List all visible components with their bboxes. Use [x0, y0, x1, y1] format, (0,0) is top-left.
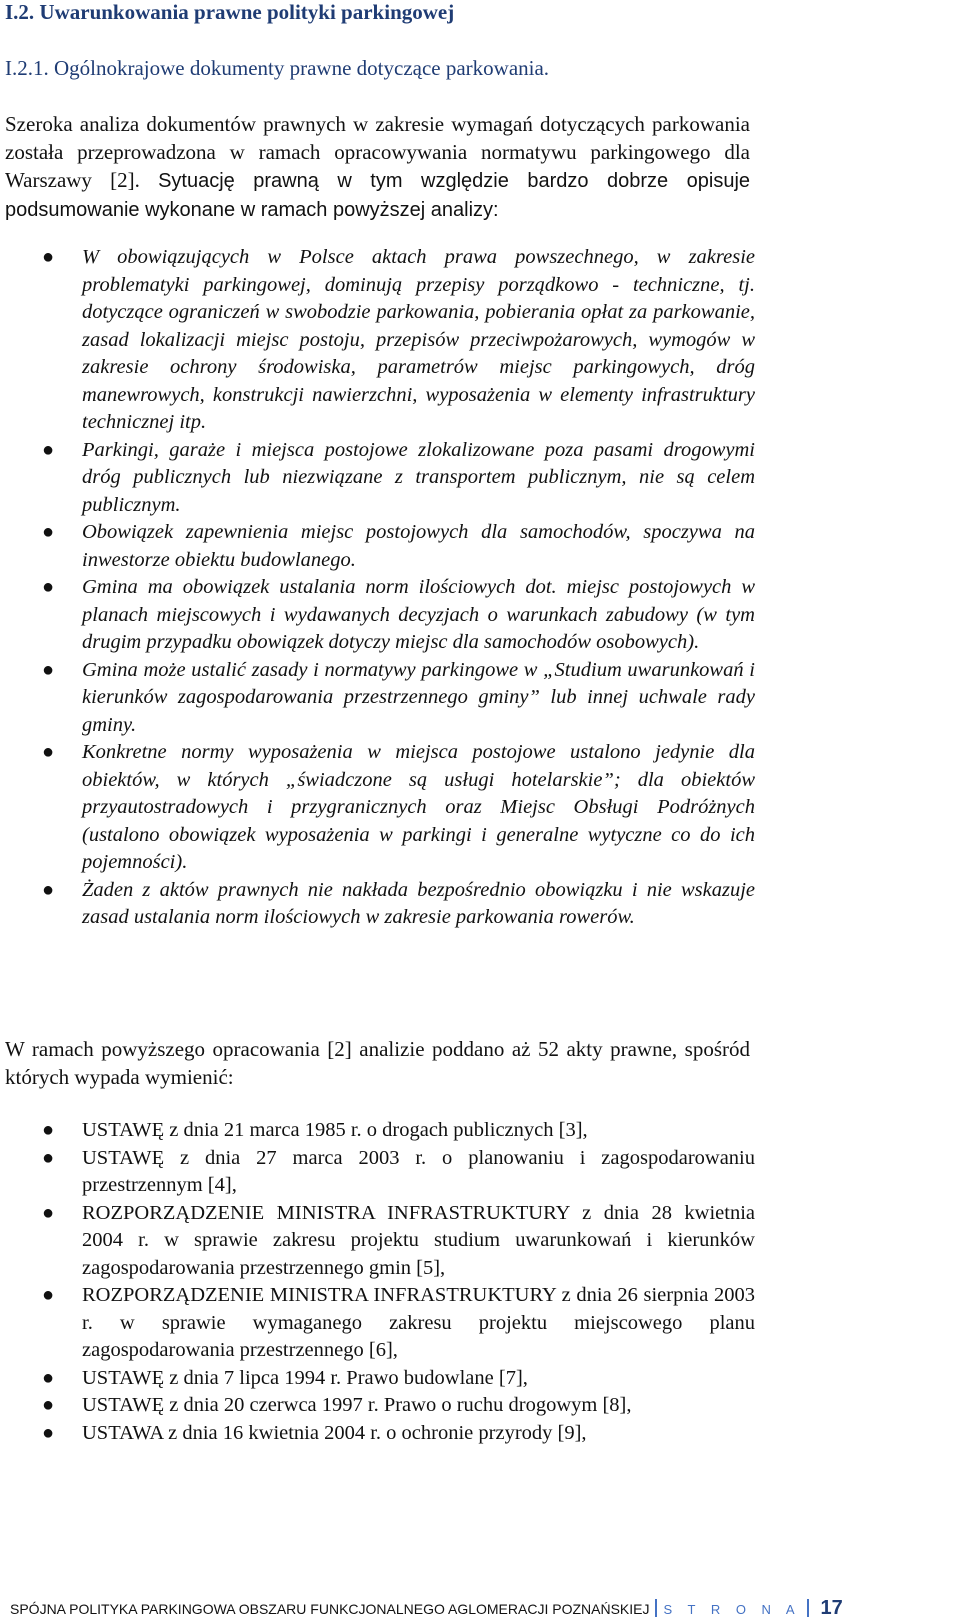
subsection-title: I.2.1. Ogólnokrajowe dokumenty prawne dotyczące parkowania. — [5, 56, 550, 80]
bullet-icon: ● — [42, 1119, 55, 1141]
footer-title: SPÓJNA POLITYKA PARKINGOWA OBSZARU FUNKCJONALNEGO AGLOMERACJI POZNAŃSKIEJ — [10, 1601, 650, 1617]
bullet-icon: ● — [42, 1284, 55, 1306]
bullet-icon: ● — [42, 741, 55, 763]
list-item: ● USTAWĘ z dnia 27 marca 2003 r. o planowaniu i zagospodarowaniu przestrzennym [4], — [42, 1146, 755, 1196]
bullet-icon: ● — [42, 576, 55, 598]
list-item: ● Parkingi, garaże i miejsca postojowe zlokalizowane poza pasami drogowymi dróg publicznych lub niezwiązane z transportem publicznym, nie są celem publicznym. — [42, 438, 755, 516]
legal-acts-list — [5, 1117, 755, 1447]
intro-text-part1: Szeroka analiza dokumentów prawnych w zakresie wymagań dotyczących parkowania została przeprowadzona w ramach opracowywania normatywu parkingowego dla Warszawy [2]. — [5, 112, 750, 192]
list-item: ● Obowiązek zapewnienia miejsc postojowych dla samochodów, spoczywa na inwestorze obiektu budowlanego. — [42, 521, 755, 571]
page-footer — [10, 1597, 960, 1619]
analysis-summary-list — [5, 244, 755, 932]
acts-intro-paragraph: W ramach powyższego opracowania [2] analizie poddano aż 52 akty prawne, spośród których wypada wymienić: — [5, 1037, 750, 1089]
intro-paragraph — [5, 110, 750, 224]
list-item: ● USTAWA z dnia 16 kwietnia 2004 r. o ochronie przyrody [9], — [5, 1420, 755, 1448]
list-item: ● ROZPORZĄDZENIE MINISTRA INFRASTRUKTURY z dnia 26 sierpnia 2003 r. w sprawie wymaganego zakresu projektu miejscowego planu zagospodarowania przestrzennego [6], — [42, 1284, 755, 1361]
footer-separator — [807, 1599, 809, 1617]
bullet-icon: ● — [42, 878, 55, 901]
bullet-icon: ● — [42, 1394, 55, 1416]
footer-page-word: S T R O N A — [663, 1602, 801, 1617]
section-title: I.2. Uwarunkowania prawne polityki parkingowej — [5, 0, 455, 24]
list-item: ● Gmina ma obowiązek ustalania norm ilościowych dot. miejsc postojowych w planach miejscowych i wydawanych decyzjach o warunkach zabudowy (w tym drugim przypadku obowiązek dotyczy miejsc dla samochodów osobowych). — [42, 576, 755, 653]
bullet-icon: ● — [42, 246, 55, 268]
bullet-icon: ● — [42, 1421, 55, 1444]
list-item: ● Gmina może ustalić zasady i normatywy parkingowe w „Studium uwarunkowań i kierunków zagospodarowania przestrzennego gminy” lub innej uchwale rady gminy. — [42, 658, 755, 736]
bullet-icon: ● — [42, 438, 55, 461]
page-number: 17 — [820, 1597, 843, 1619]
list-item: ● ROZPORZĄDZENIE MINISTRA INFRASTRUKTURY z dnia 28 kwietnia 2004 r. w sprawie zakresu projektu studium uwarunkowań i kierunków zagospodarowania przestrzennego gmin [5], — [42, 1201, 755, 1279]
intro-text-part2: Sytuację prawną w tym względzie bardzo dobrze opisuje podsumowanie wykonane w ramach powyższej analizy: — [5, 170, 751, 221]
bullet-icon: ● — [42, 658, 55, 681]
bullet-icon: ● — [42, 1201, 55, 1224]
footer-separator — [655, 1599, 657, 1617]
list-item: ● USTAWĘ z dnia 20 czerwca 1997 r. Prawo o ruchu drogowym [8], — [5, 1392, 755, 1420]
list-item: ● USTAWĘ z dnia 7 lipca 1994 r. Prawo budowlane [7], — [5, 1365, 755, 1393]
bullet-icon: ● — [42, 1146, 55, 1169]
bullet-icon: ● — [42, 1366, 55, 1389]
list-item: ● Żaden z aktów prawnych nie nakłada bezpośrednio obowiązku i nie wskazuje zasad ustalania norm ilościowych w zakresie parkowania rowerów. — [42, 878, 755, 928]
bullet-icon: ● — [42, 521, 55, 543]
list-item: ● W obowiązujących w Polsce aktach prawa powszechnego, w zakresie problematyki parkingowej, dominują przepisy porządkowo - techniczne, tj. dotyczące ograniczeń w swobodzie parkowania, pobierania opłat za parkowanie, zasad lokalizacji miejsc postoju, przepisów przeciwpożarowych, wymogów w zakresie ochrony środowiska, parametrów miejsc parkingowych, dróg manewrowych, konstrukcji nawierzchni, wyposażenia w elementy infrastruktury technicznej itp. — [42, 246, 755, 433]
list-item: ● Konkretne normy wyposażenia w miejsca postojowe ustalono jedynie dla obiektów, w których „świadczone są usługi hotelarskie”; dla obiektów przyautostradowych i przygranicznych oraz Miejsc Obsługi Podróżnych (ustalono obowiązek wyposażenia w parkingi i generalne wytyczne co do ich pojemności). — [42, 741, 755, 873]
list-item: ● USTAWĘ z dnia 21 marca 1985 r. o drogach publicznych [3], — [5, 1117, 755, 1145]
